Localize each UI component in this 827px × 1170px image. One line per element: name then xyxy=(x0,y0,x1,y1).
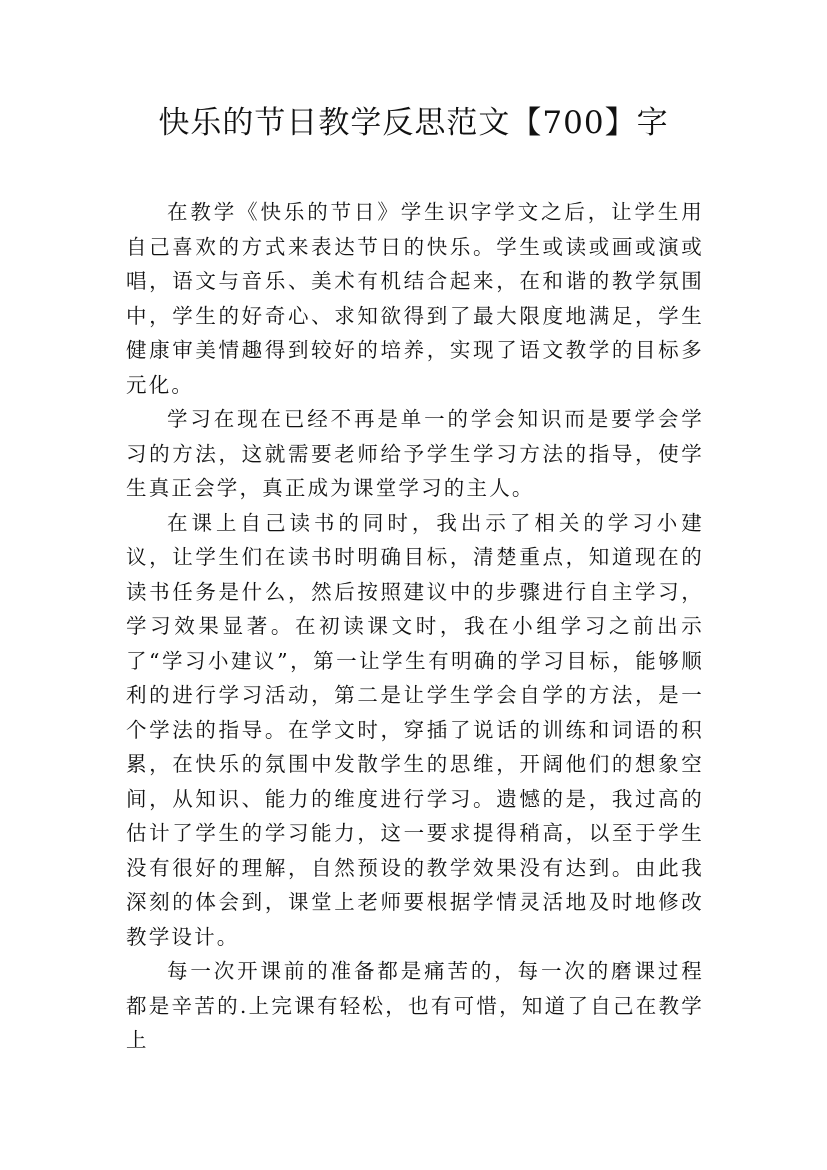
document-title: 快乐的节日教学反思范文【700】字 xyxy=(158,105,669,141)
document-body xyxy=(126,195,704,1058)
paragraph-4: 每一次开课前的准备都是痛苦的，每一次的磨课过程都是辛苦的.上完课有轻松，也有可惜，知道了自己在教学上 xyxy=(126,959,704,1052)
paragraph-3: 在课上自己读书的同时，我出示了相关的学习小建议，让学生们在读书时明确目标，清楚重点，知道现在的读书任务是什么，然后按照建议中的步骤进行自主学习，学习效果显著。在初读课文时，我在小组学习之前出示了“学习小建议”，第一让学生有明确的学习目标，能够顺利的进行学习活动，第二是让学生学会自学的方法，是一个学法的指导。在学文时，穿插了说话的训练和词语的积累，在快乐的氛围中发散学生的思维，开阔他们的想象空间，从知识、能力的维度进行学习。遗憾的是，我过高的估计了学生的学习能力，这一要求提得稍高，以至于学生没有很好的理解，自然预设的教学效果没有达到。由此我深刻的体会到，课堂上老师要根据学情灵活地及时地修改教学设计。 xyxy=(126,510,704,949)
paragraph-2: 学习在现在已经不再是单一的学会知识而是要学会学习的方法，这就需要老师给予学生学习方法的指导，使学生真正会学，真正成为课堂学习的主人。 xyxy=(126,407,704,500)
paragraph-1: 在教学《快乐的节日》学生识字学文之后，让学生用自己喜欢的方式来表达节日的快乐。学生或读或画或演或唱，语文与音乐、美术有机结合起来，在和谐的教学氛围中，学生的好奇心、求知欲得到了最大限度地满足，学生健康审美情趣得到较好的培养，实现了语文教学的目标多元化。 xyxy=(126,200,704,397)
